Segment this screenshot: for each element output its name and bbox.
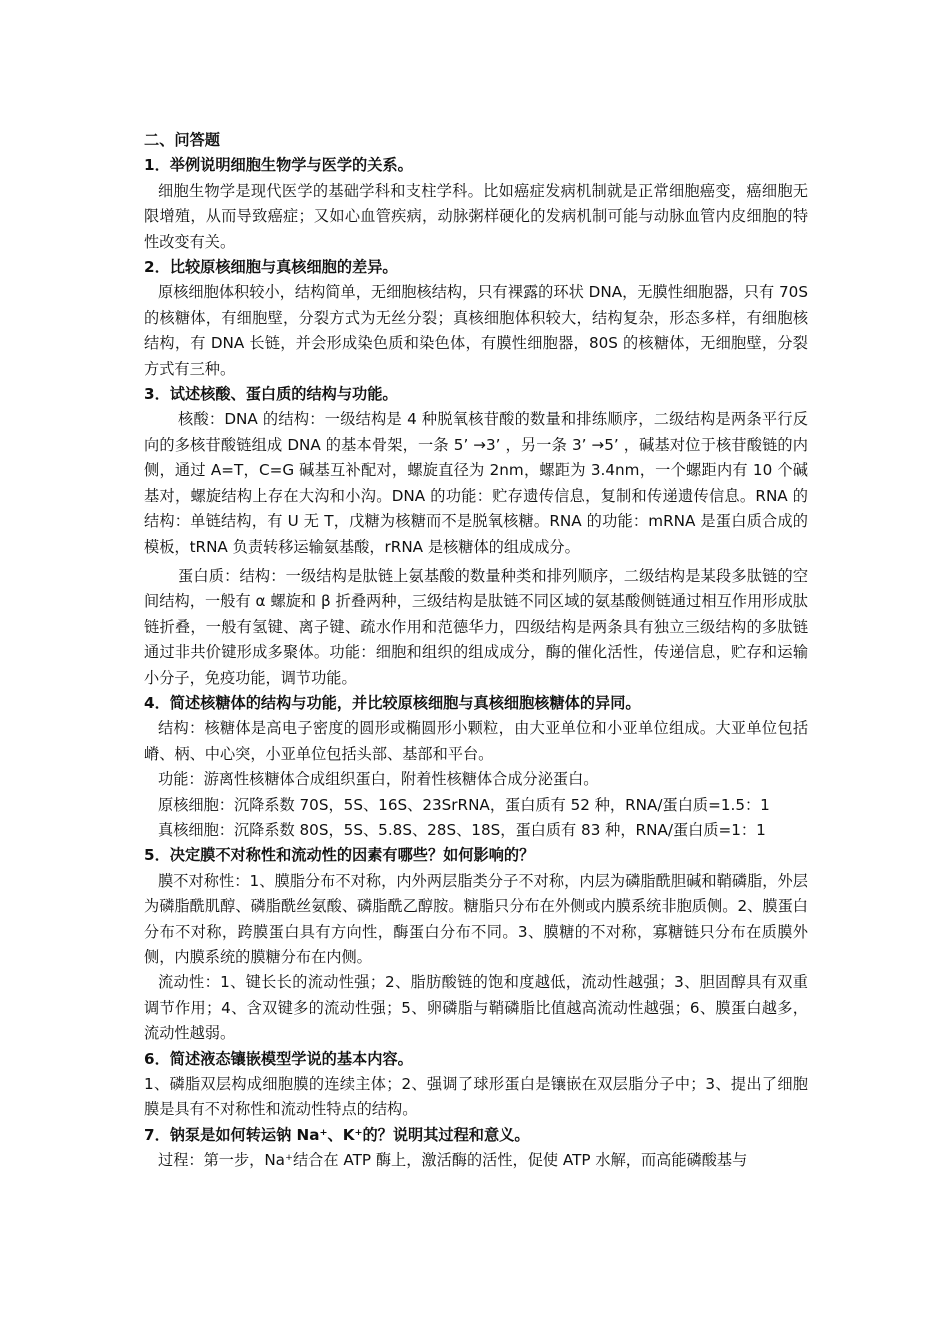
answer-7-process: 过程：第一步，Na⁺结合在 ATP 酶上，激活酶的活性，促使 ATP 水解，而高能磷酸基与 (158, 1151, 748, 1170)
answer-5-fluidity: 流动性：1、键长长的流动性强；2、脂肪酸链的饱和度越低，流动性越强；3、胆固醇具有双重调节作用；4、含双键多的流动性强；5、卵磷脂与鞘磷脂比值越高流动性越强；6、膜蛋白越多，流动性越弱。 (144, 973, 808, 1043)
answer-5-asymmetry: 膜不对称性：1、膜脂分布不对称，内外两层脂类分子不对称，内层为磷脂酰胆碱和鞘磷脂，外层为磷脂酰肌醇、磷脂酰丝氨酸、磷脂酰乙醇胺。糖脂只分布在外侧或内膜系统非胞质侧。2、膜蛋白分布不对称，跨膜蛋白具有方向性，酶蛋白分布不同。3、膜糖的不对称，寡糖链只分布在质膜外侧，内膜系统的膜糖分布在内侧。 (144, 871, 808, 966)
answer-4-function: 功能：游离性核糖体合成组织蛋白，附着性核糖体合成分泌蛋白。 (158, 770, 599, 789)
question-4-title: 4．简述核糖体的结构与功能，并比较原核细胞与真核细胞核糖体的异同。 (144, 693, 641, 712)
answer-3-nucleic-acid: 核酸：DNA 的结构：一级结构是 4 种脱氧核苷酸的数量和排练顺序，二级结构是两条平行反向的多核苷酸链组成 DNA 的基本骨架，一条 5’ →3’ ，另一条 3’ →5’ ，碱基对位于核苷酸链的内侧，通过 A=T，C=G 碱基互补配对，螺旋直径为 2nm，螺距为 3.4nm，一个螺距内有 10 个碱基对，螺旋结构上存在大沟和小沟。DNA 的功能：贮存遗传信息，复制和传递遗传信息。RNA 的结构：单链结构，有 U 无 T，戊糖为核糖而不是脱氧核糖。RNA 的功能：mRNA 是蛋白质合成的模板，tRNA 负责转移运输氨基酸，rRNA 是核糖体的组成成分。 (144, 410, 808, 556)
question-3-title: 3．试述核酸、蛋白质的结构与功能。 (144, 385, 398, 404)
answer-4-prokaryote: 原核细胞：沉降系数 70S，5S、16S、23SrRNA，蛋白质有 52 种，RNA/蛋白质=1.5：1 (158, 795, 770, 814)
question-6-title: 6．简述液态镶嵌模型学说的基本内容。 (144, 1049, 413, 1068)
question-5-title: 5．决定膜不对称性和流动性的因素有哪些？如何影响的？ (144, 846, 535, 865)
answer-4-structure: 结构：核糖体是高电子密度的圆形或椭圆形小颗粒，由大亚单位和小亚单位组成。大亚单位包括嵴、柄、中心突，小亚单位包括头部、基部和平台。 (144, 719, 808, 763)
document-page (144, 128, 808, 1174)
question-1-title: 1．举例说明细胞生物学与医学的关系。 (144, 156, 413, 175)
question-2-title: 2．比较原核细胞与真核细胞的差异。 (144, 258, 398, 277)
answer-6-paragraph: 1、磷脂双层构成细胞膜的连续主体；2、强调了球形蛋白是镶嵌在双层脂分子中；3、提出了细胞膜是具有不对称性和流动性特点的结构。 (144, 1075, 808, 1119)
answer-4-eukaryote: 真核细胞：沉降系数 80S，5S、5.8S、28S、18S，蛋白质有 83 种，RNA/蛋白质=1：1 (158, 820, 766, 839)
answer-2-paragraph: 原核细胞体积较小，结构简单，无细胞核结构，只有裸露的环状 DNA，无膜性细胞器，只有 70S 的核糖体，有细胞壁，分裂方式为无丝分裂；真核细胞体积较大，结构复杂，形态多样，有细胞核结构，有 DNA 长链，并会形成染色质和染色体，有膜性细胞器，80S 的核糖体，无细胞壁，分裂方式有三种。 (144, 283, 808, 378)
answer-1-paragraph: 细胞生物学是现代医学的基础学科和支柱学科。比如癌症发病机制就是正常细胞癌变，癌细胞无限增殖，从而导致癌症；又如心血管疾病，动脉粥样硬化的发病机制可能与动脉血管内皮细胞的特性改变有关。 (144, 181, 808, 251)
section-title: 二、问答题 (144, 131, 220, 149)
question-7-title: 7．钠泵是如何转运钠 Na⁺、K⁺的？说明其过程和意义。 (144, 1125, 530, 1144)
answer-3-protein: 蛋白质：结构：一级结构是肽链上氨基酸的数量种类和排列顺序，二级结构是某段多肽链的空间结构，一般有 α 螺旋和 β 折叠两种，三级结构是肽链不同区域的氨基酸侧链通过相互作用形成肽链折叠，一般有氢键、离子键、疏水作用和范德华力，四级结构是两条具有独立三级结构的多肽链通过非共价键形成多聚体。功能：细胞和组织的组成成分，酶的催化活性，传递信息，贮存和运输小分子，免疫功能，调节功能。 (144, 566, 808, 687)
